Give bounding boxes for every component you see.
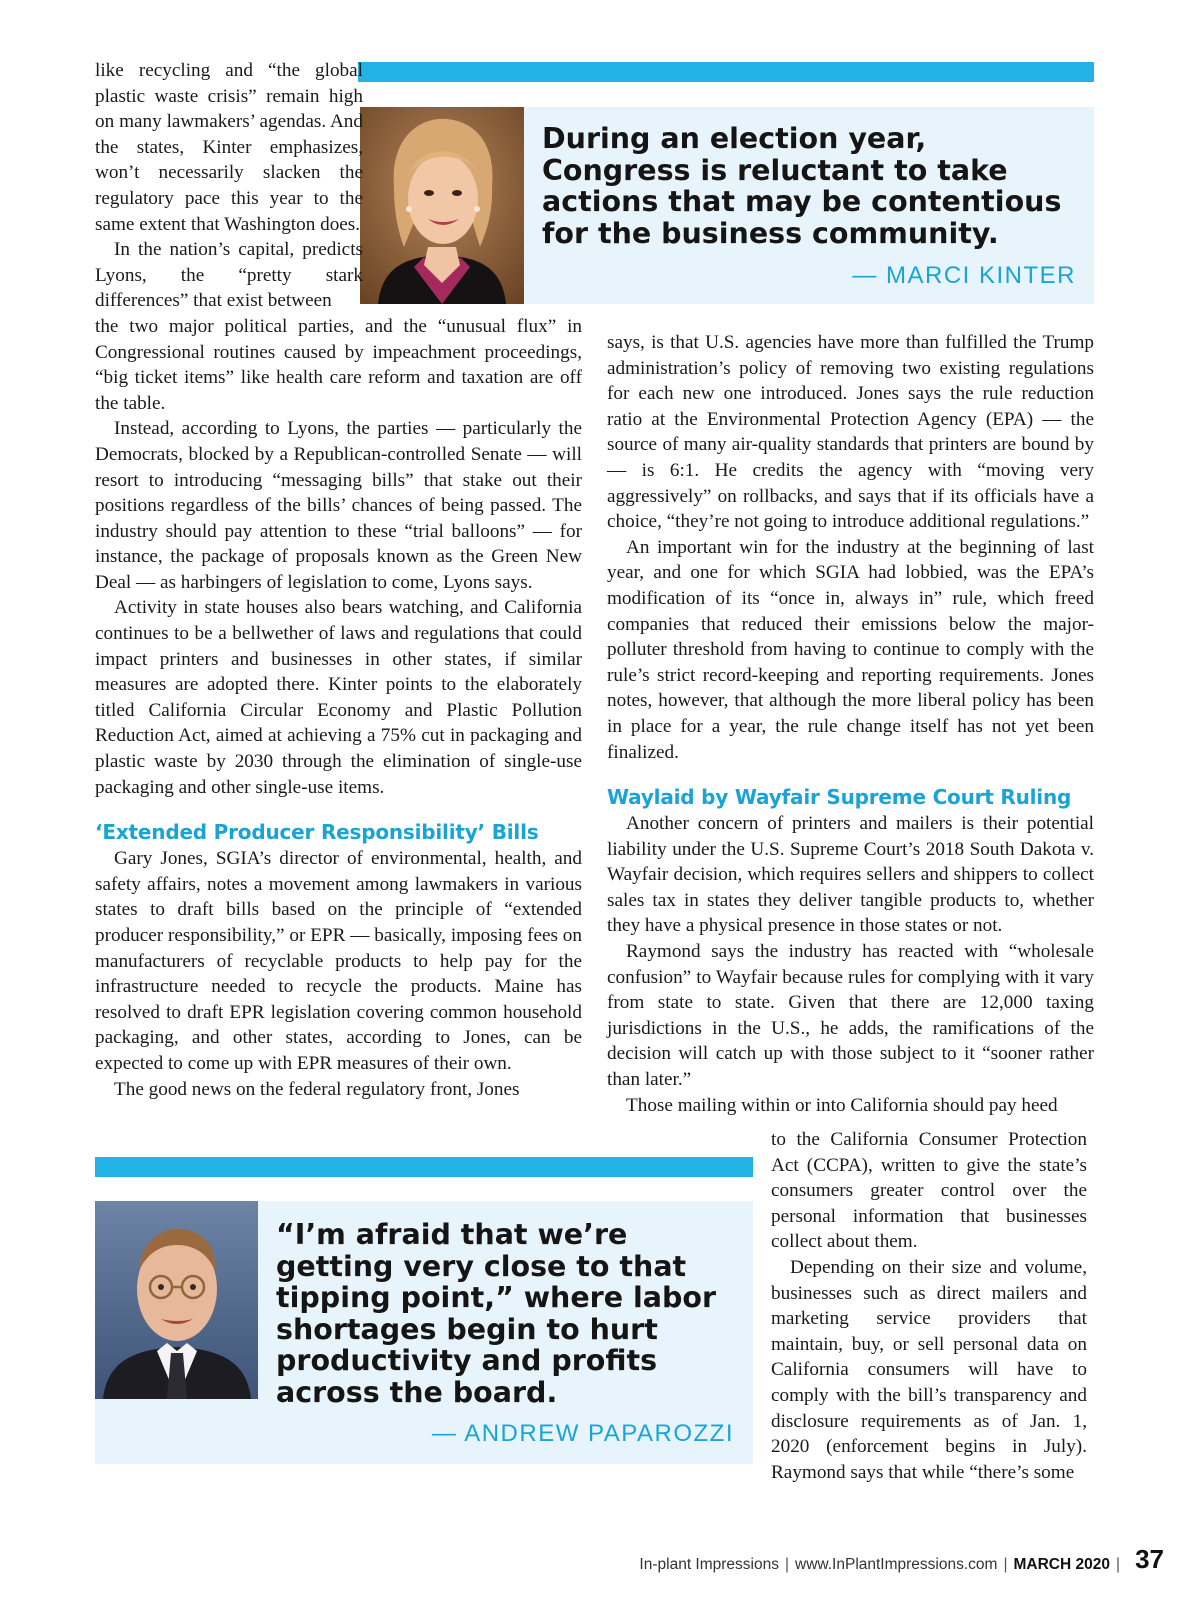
right-paragraph-3: Another concern of printers and mailers is their potential liability under the U.S. Supreme Court’s 2018 South Dakota v. Wayfair decision, which requires sellers and shippers to collect sales tax in states they deliver tangible products to, whether they have a physical presence in those states or not. — [607, 813, 1094, 937]
right-column — [607, 330, 1094, 1118]
left-column — [95, 58, 582, 1102]
right-column-narrow — [771, 1127, 1087, 1485]
section-heading-epr: ‘Extended Producer Responsibility’ Bills — [95, 820, 539, 845]
left-paragraph-1: like recycling and “the global plastic waste crisis” remain high on many lawmakers’ agendas. And the states, Kinter emphasizes, won’t necessarily slacken the regulatory pace this year to the same extent that Washington does. — [95, 60, 363, 235]
man-portrait-icon — [95, 1201, 258, 1399]
right-paragraph-4: Raymond says the industry has reacted with “wholesale confusion” to Wayfair because rules for complying with it vary from state to state. Given that there are 12,000 taxing jurisdictions in the U.S., he adds, the ramifications of the decision will catch up with those subject to it “sooner rather than later.” — [607, 941, 1094, 1091]
bottom-pull-quote: “I’m afraid that we’re getting very close to that tipping point,” where labor shortages begin to hurt productivity and profits across the board. — [276, 1218, 717, 1409]
bottom-callout-bar — [95, 1157, 753, 1177]
left-paragraph-7: The good news on the federal regulatory front, Jones — [114, 1078, 520, 1100]
right-paragraph-7: Depending on their size and volume, businesses such as direct mailers and marketing service providers that maintain, buy, or sell personal data on California consumers will have to comply with the bill’s transparency and disclosure requirements as of Jan. 1, 2020 (enforcement begins in July). Raymond says that while “there’s some — [771, 1256, 1087, 1483]
left-paragraph-4: Instead, according to Lyons, the parties — particularly the Democrats, blocked by a Republican-controlled Senate — will resort to introducing “messaging bills” that stake out their positions regardless of the bills’ chances of being passed. The industry should pay attention to these “trial balloons” — for instance, the package of proposals known as the Green New Deal — as harbingers of legislation to come, Lyons says. — [95, 418, 582, 593]
right-paragraph-1: says, is that U.S. agencies have more than fulfilled the Trump administration’s policy of removing two existing regulations for each new one introduced. Jones says the rule reduction ratio at the Environmental Protection Agency (EPA) — the source of many air-quality standards that printers are bound by — is 6:1. He credits the agency with “moving very aggressively” on rollbacks, and says that if its officials have a choice, “they’re not going to introduce additional regulations.” — [607, 332, 1094, 533]
footer-separator: | — [1003, 1556, 1008, 1573]
left-paragraph-5: Activity in state houses also bears watching, and California continues to be a bellwether of laws and regulations that could impact printers and businesses in other states, if similar measures are adopted there. Kinter points to the elaborately titled California Circular Economy and Plastic Pollution Reduction Act, aimed at achieving a 75% cut in packaging and plastic waste by 2030 through the elimination of single-use packaging and other single-use items. — [95, 597, 582, 798]
top-pull-quote: During an election year, Congress is reluctant to take actions that may be contentious for the business community. — [542, 122, 1062, 250]
footer-separator: | — [1115, 1556, 1120, 1573]
footer-separator: | — [784, 1556, 790, 1573]
footer-website[interactable]: www.InPlantImpressions.com — [795, 1556, 998, 1573]
left-paragraph-6: Gary Jones, SGIA’s director of environmental, health, and safety affairs, notes a movement among lawmakers in various states to draft bills based on the principle of “extended producer responsibility,” or EPR — basically, imposing fees on manufacturers of recyclable products to help pay for the infrastructure needed to recycle the products. Maine has resolved to draft EPR legislation covering common household packaging, and other states, according to Jones, can be expected to come up with EPR measures of their own. — [95, 848, 582, 1074]
andrew-paparozzi-photo — [95, 1201, 258, 1399]
section-heading-wayfair: Waylaid by Wayfair Supreme Court Ruling — [607, 785, 1072, 810]
footer-publication: In-plant Impressions — [639, 1556, 779, 1573]
right-paragraph-6: to the California Consumer Protection Act (CCPA), written to give the state’s consumers greater control over the personal information that businesses collect about them. — [771, 1129, 1087, 1253]
footer-issue: MARCH 2020 — [1013, 1556, 1110, 1573]
page-footer — [639, 1556, 1126, 1574]
page-number: 37 — [1135, 1544, 1164, 1574]
right-paragraph-5: Those mailing within or into California should pay heed — [626, 1094, 1058, 1116]
bottom-pull-quote-attribution: — ANDREW PAPAROZZI — [431, 1420, 734, 1447]
left-paragraph-3: the two major political parties, and the “unusual flux” in Congressional routines caused by impeachment proceedings, “big ticket items” like health care reform and taxation are off the table. — [95, 315, 582, 414]
right-paragraph-2: An important win for the industry at the beginning of last year, and one for which SGIA had lobbied, was the EPA’s modification of its “once in, always in” rule, which freed companies that reduced their emissions below the major-polluter threshold from having to continue to comply with the rule’s strict record-keeping and reporting requirements. Jones notes, however, that although the more liberal policy has been in place for a year, the rule change itself has not yet been finalized. — [607, 536, 1094, 763]
top-pull-quote-attribution: — MARCI KINTER — [852, 262, 1076, 289]
left-paragraph-2: In the nation’s capital, predicts Lyons, the “pretty stark differences” that exist between — [95, 239, 363, 312]
